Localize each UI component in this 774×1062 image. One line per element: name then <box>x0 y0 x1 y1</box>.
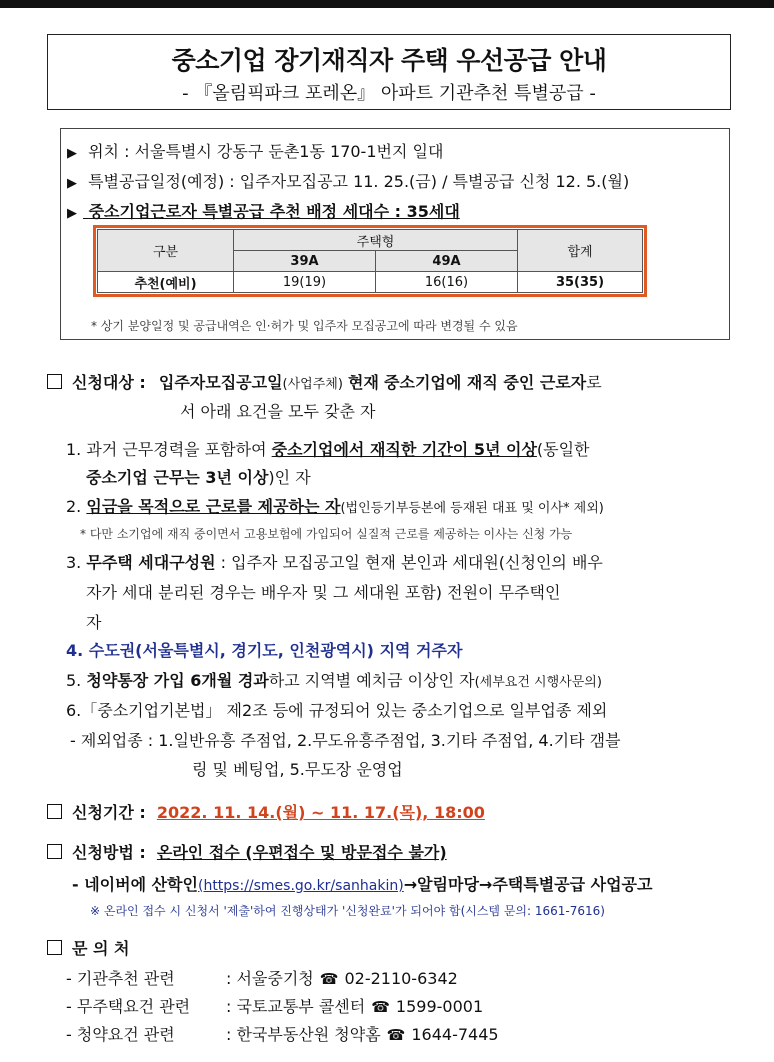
checkbox-square-icon <box>47 844 62 859</box>
method-note: ※ 온라인 접수 시 신청서 '제출'하여 진행상태가 '신청완료'가 되어야 함(시스템 문의: 1661-7616) <box>90 904 605 918</box>
period-line: 신청기간 : 2022. 11. 14.(월) ~ 11. 17.(목), 18:00 <box>47 800 485 823</box>
bullet-triangle-icon: ▶ <box>67 206 77 221</box>
contact-heading: 문 의 처 <box>47 936 130 959</box>
table-type-49a: 49A <box>376 251 518 272</box>
method-line: 신청방법 : 온라인 접수 (우편접수 및 방문접수 불가) <box>47 840 447 863</box>
info-location: ▶ 위치 : 서울특별시 강동구 둔촌1동 170-1번지 일대 <box>67 142 444 161</box>
sanhakin-link[interactable]: (https://smes.go.kr/sanhakin) <box>197 878 404 894</box>
checkbox-square-icon <box>47 804 62 819</box>
item-3-line-a: 3. 무주택 세대구성원 : 입주자 모집공고일 현재 본인과 세대원(신청인의 배우 <box>66 553 603 572</box>
title-box <box>47 34 731 110</box>
table-row-label: 추천(예비) <box>98 272 234 293</box>
contact-row: - 기관추천 관련 : 서울중기청 ☎ 02-2110-6342 <box>66 969 458 988</box>
table-cell-total: 35(35) <box>518 272 643 293</box>
excluded-line-b: 링 및 베팅업, 5.무도장 운영업 <box>192 760 403 779</box>
item-6-line: 6.「중소기업기본법」 제2조 등에 규정되어 있는 중소기업으로 일부업종 제외 <box>66 701 608 720</box>
page-title: 중소기업 장기재직자 주택 우선공급 안내 <box>171 46 607 75</box>
info-box <box>60 128 730 340</box>
item-5-line: 5. 청약통장 가입 6개월 경과하고 지역별 예치금 이상인 자(세부요건 시행사문의) <box>66 671 602 690</box>
item-2-line: 2. 임금을 목적으로 근로를 제공하는 자(법인등기부등본에 등재된 대표 및 이사* 제외) <box>66 497 604 516</box>
item-2-note: * 다만 소기업에 재직 중이면서 고용보험에 가입되어 실질적 근로를 제공하는 이사는 신청 가능 <box>80 527 573 541</box>
method-path: - 네이버에 산학인(https://smes.go.kr/sanhakin)→알림마당→주택특별공급 사업공고 <box>72 875 653 894</box>
bullet-triangle-icon: ▶ <box>67 146 77 161</box>
phone-icon: ☎ <box>371 998 390 1016</box>
table-header-total: 합계 <box>518 230 643 272</box>
info-note: * 상기 분양일정 및 공급내역은 인·허가 및 입주자 모집공고에 따라 변경될 수 있음 <box>91 319 518 333</box>
allocation-table <box>97 229 643 293</box>
item-3-line-b: 자가 세대 분리된 경우는 배우자 및 그 세대원 포함) 전원이 무주택인 <box>86 583 561 602</box>
top-border <box>0 0 774 8</box>
checkbox-square-icon <box>47 940 62 955</box>
phone-icon: ☎ <box>386 1026 406 1044</box>
item-4-line: 4. 수도권(서울특별시, 경기도, 인천광역시) 지역 거주자 <box>66 641 463 660</box>
table-header-type: 주택형 <box>234 230 518 251</box>
item-1-line-b: 중소기업 근무는 3년 이상)인 자 <box>86 468 311 487</box>
item-3-line-c: 자 <box>86 613 102 632</box>
bullet-triangle-icon: ▶ <box>67 176 77 191</box>
excluded-line-a: - 제외업종 : 1.일반유흥 주점업, 2.무도유흥주점업, 3.기타 주점업, 4.기타 갬블 <box>70 731 621 750</box>
contact-row: - 무주택요건 관련 : 국토교통부 콜센터 ☎ 1599-0001 <box>66 997 484 1016</box>
info-schedule: ▶ 특별공급일정(예정) : 입주자모집공고 11. 25.(금) / 특별공급 신청 12. 5.(월) <box>67 172 630 191</box>
eligibility-intro-cont: 서 아래 요건을 모두 갖춘 자 <box>180 402 376 421</box>
phone-icon: ☎ <box>319 970 339 988</box>
contact-row: - 청약요건 관련 : 한국부동산원 청약홈 ☎ 1644-7445 <box>66 1025 499 1044</box>
item-1-line-a: 1. 과거 근무경력을 포함하여 중소기업에서 재직한 기간이 5년 이상(동일한 <box>66 440 590 459</box>
checkbox-square-icon <box>47 374 62 389</box>
page-subtitle: - 『올림픽파크 포레온』 아파트 기관추천 특별공급 - <box>182 83 596 104</box>
table-type-39a: 39A <box>234 251 376 272</box>
table-cell-39a: 19(19) <box>234 272 376 293</box>
table-header-category: 구분 <box>98 230 234 272</box>
table-cell-49a: 16(16) <box>376 272 518 293</box>
info-allocation: ▶ 중소기업근로자 특별공급 추천 배정 세대수 : 35세대 <box>67 202 460 221</box>
eligibility-line: 신청대상 : 입주자모집공고일(사업주체) 현재 중소기업에 재직 중인 근로자로 <box>47 370 602 393</box>
